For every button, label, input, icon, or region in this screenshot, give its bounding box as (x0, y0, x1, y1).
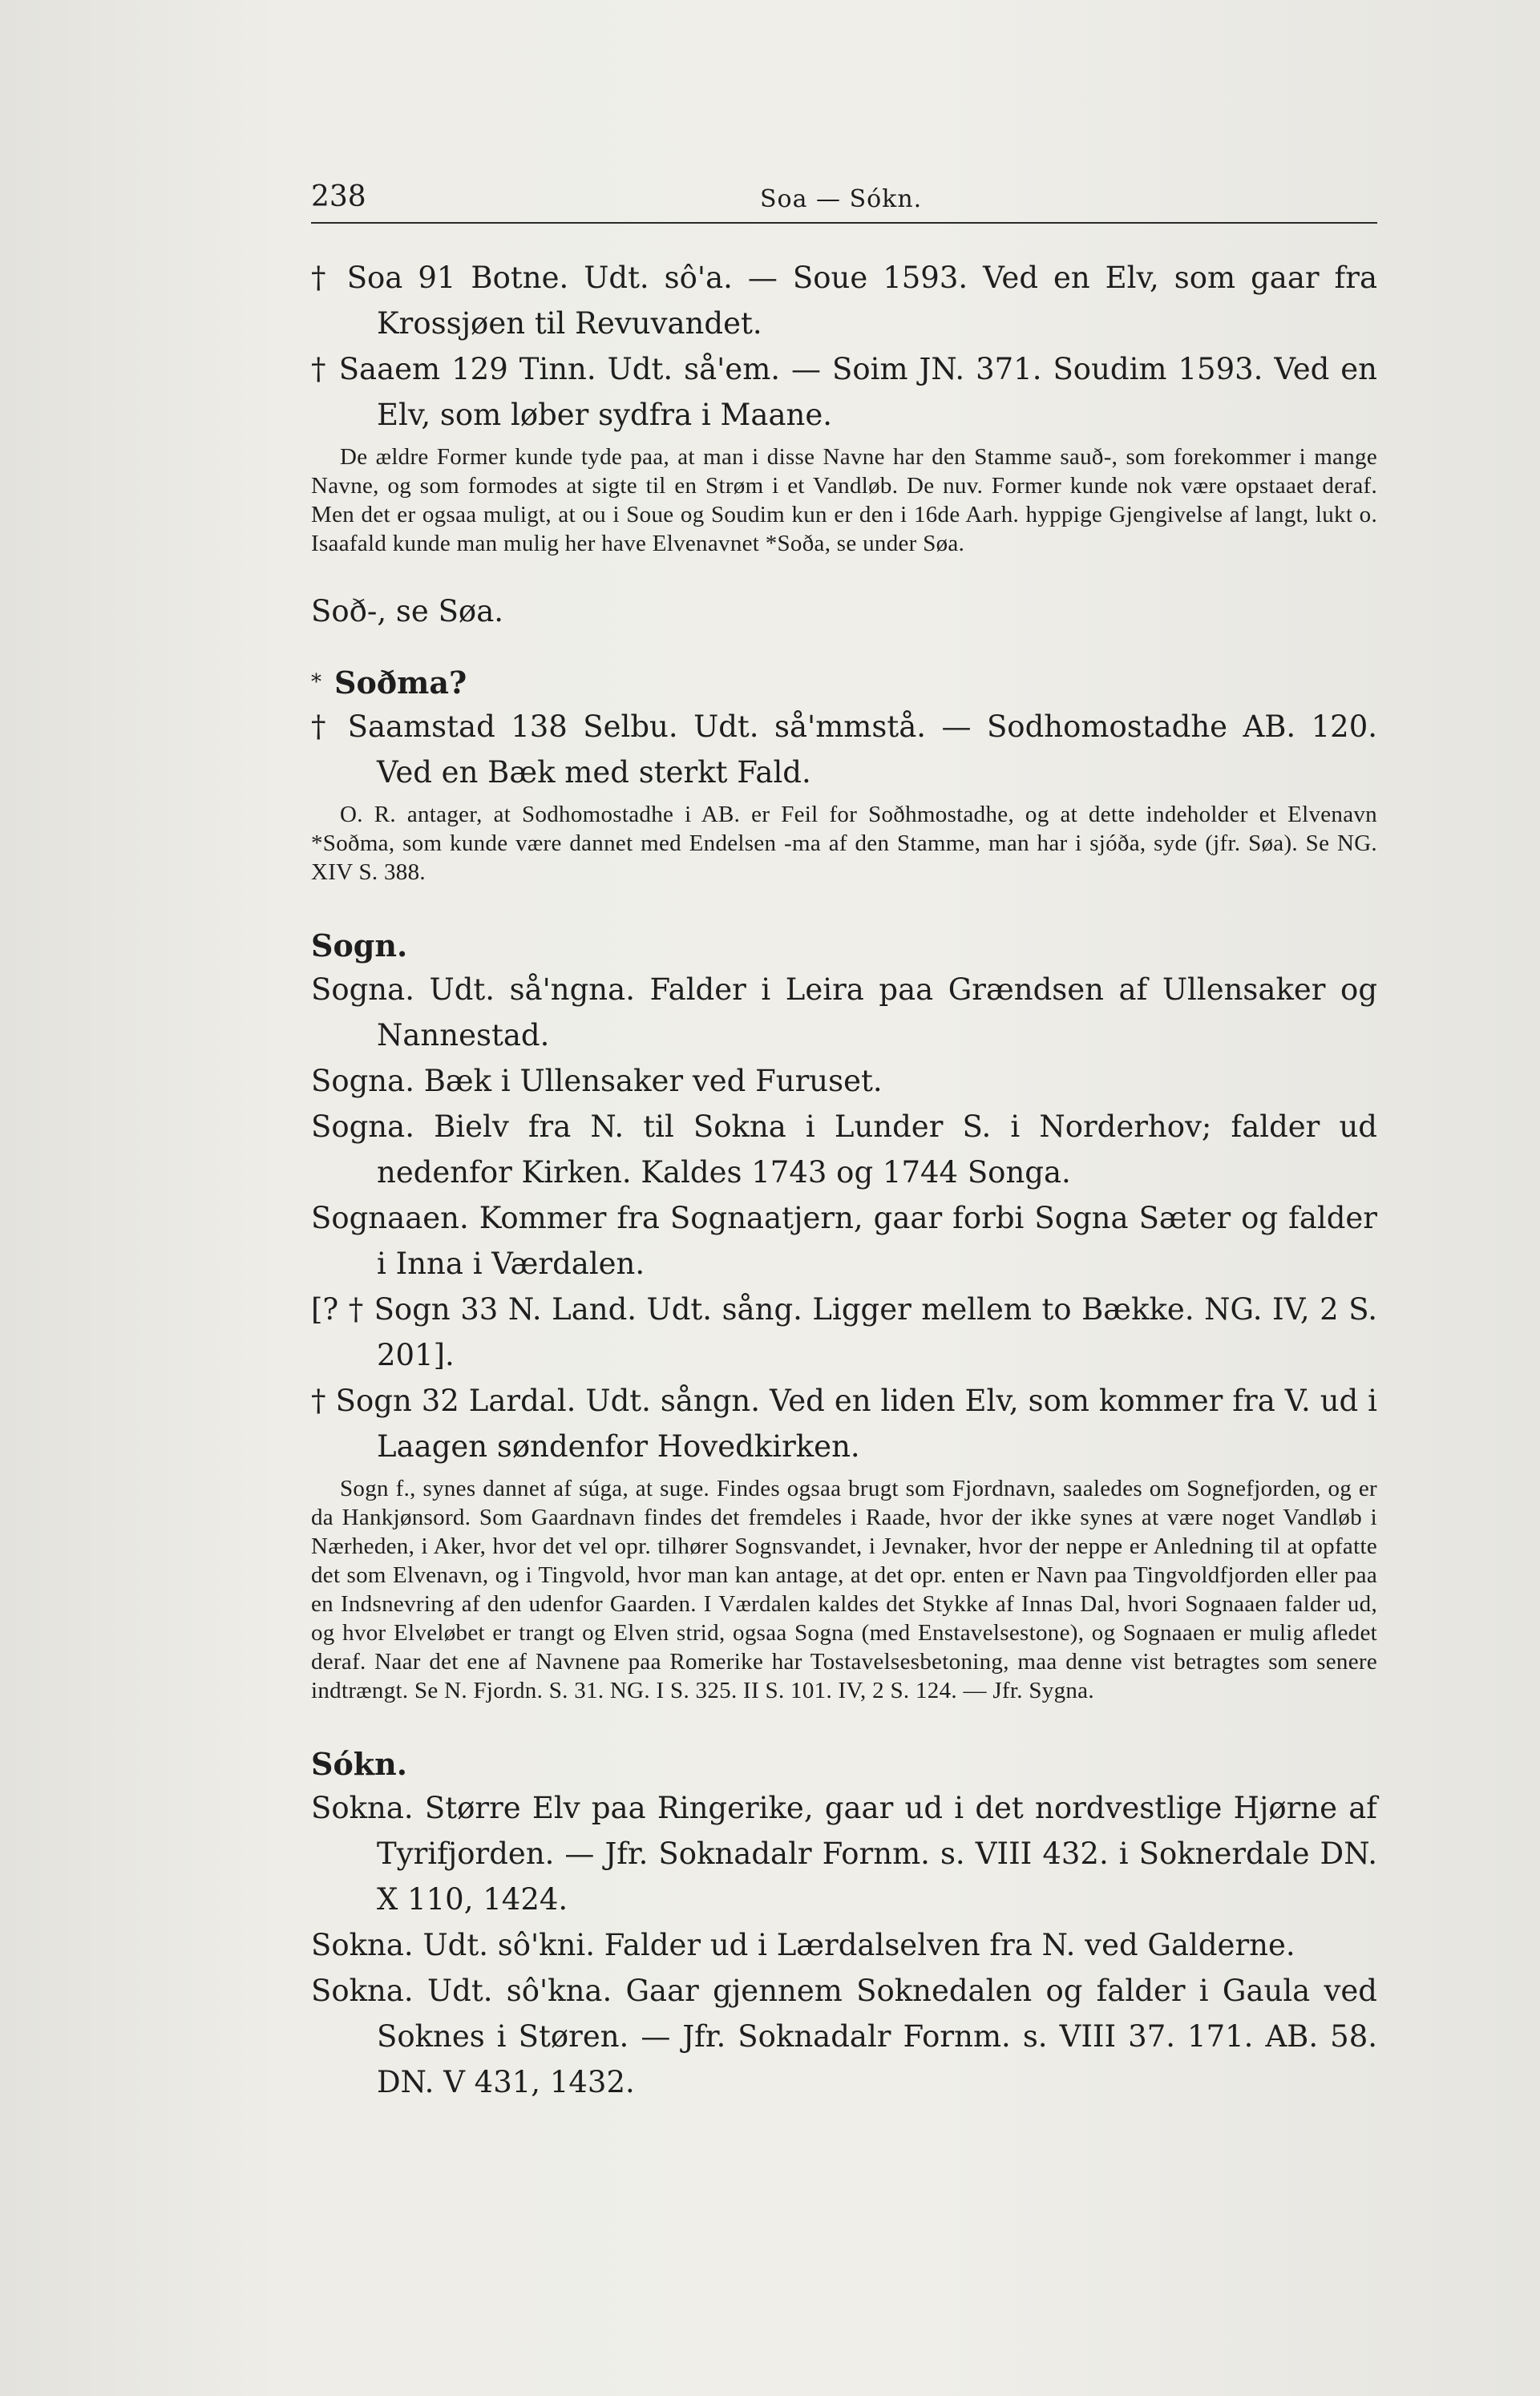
entry-soa-botne: † Soa 91 Botne. Udt. sô'a. — Soue 1593. Ved en Elv, som gaar fra Krossjøen til Revuvandet. (311, 261, 1377, 341)
note-saud: De ældre Former kunde tyde paa, at man i disse Navne har den Stamme sauð-, som forekommer i mange Navne, og som formodes at sigte til en Strøm i et Vandløb. De nuv. Former kunde nok være opstaaet deraf. Men det er ogsaa muligt, at ou i Soue og Soudim kun er den i 16de Aarh. hyppige Gjengivelse af langt, lukt o. Isaafald kunde man mulig her have Elvenavnet *Soða, se under Søa. (311, 444, 1377, 556)
entry-sogna-bielv: Sogna. Bielv fra N. til Sokna i Lunder S. i Norderhov; falder ud nedenfor Kirken. Kaldes 1743 og 1744 Songa. (311, 1109, 1377, 1190)
running-title: Soa — Sókn. (760, 185, 923, 213)
entry-sogna-leira: Sogna. Udt. så'ngna. Falder i Leira paa Grændsen af Ullensaker og Nannestad. (311, 972, 1377, 1053)
heading-sodma-text: Soðma? (334, 665, 467, 701)
page-header (311, 180, 1377, 224)
note-sogn: Sogn f., synes dannet af súga, at suge. Findes ogsaa brugt som Fjordnavn, saaledes om Sognefjorden, og er da Hankjønsord. Som Gaardnavn findes det fremdeles i Raade, hvor der ikke synes at være noget Vandløb i Nærheden, i Aker, hvor det vel opr. tilhører Sognsvandet, i Jevnaker, hvor der neppe er Anledning til at opfatte det som Elvenavn, og i Tingvold, hvor man kan antage, at det opr. enten er Navn paa Tingvoldfjorden eller paa en Indsnevring af den udenfor Gaarden. I Værdalen kaldes det Stykke af Innas Dal, hvori Sognaaen falder ud, og hvor Elveløbet er trangt og Elven strid, ogsaa Sogna (med Enstavelsestone), og Sognaaen er mulig afledet deraf. Naar det ene af Navnene paa Romerike har Tostavelsesbetoning, maa denne vist betragtes som senere indtrængt. Se N. Fjordn. S. 31. NG. I S. 325. II S. 101. IV, 2 S. 124. — Jfr. Sygna. (311, 1476, 1377, 1703)
heading-sokn: Sókn. (311, 1746, 407, 1782)
entry-sogna-ullensaker: Sogna. Bæk i Ullensaker ved Furuset. (311, 1064, 883, 1098)
entry-saamstad: † Saamstad 138 Selbu. Udt. så'mmstå. — Sodhomostadhe AB. 120. Ved en Bæk med sterkt Fald. (311, 709, 1377, 790)
entry-sokna-laerdal: Sokna. Udt. sô'kni. Falder ud i Lærdalselven fra N. ved Galderne. (311, 1928, 1295, 1962)
entry-sogn-land: [? † Sogn 33 N. Land. Udt. sång. Ligger mellem to Bække. NG. IV, 2 S. 201]. (311, 1292, 1377, 1372)
entry-sognaaen: Sognaaen. Kommer fra Sognaatjern, gaar forbi Sogna Sæter og falder i Inna i Værdalen. (311, 1201, 1377, 1281)
entry-saaem-tinn: † Saaem 129 Tinn. Udt. så'em. — Soim JN. 371. Soudim 1593. Ved en Elv, som løber sydfra i Maane. (311, 352, 1377, 432)
note-sodma: O. R. antager, at Sodhomostadhe i AB. er Feil for Soðhmostadhe, og at dette indeholder et Elvenavn *Soðma, som kunde være dannet med Endelsen -ma af den Stamme, man har i sjóða, syde (jfr. Søa). Se NG. XIV S. 388. (311, 802, 1377, 885)
crossref-sod: Soð-, se Søa. (311, 594, 504, 628)
entry-sokna-ringerike: Sokna. Større Elv paa Ringerike, gaar ud i det nordvestlige Hjørne af Tyrifjorden. — Jfr. Soknadalr Fornm. s. VIII 432. i Soknerdale DN. X 110, 1424. (311, 1791, 1377, 1917)
heading-sodma (311, 661, 1377, 704)
asterisk-mark: * (311, 670, 321, 694)
page-number: 238 (311, 180, 366, 213)
heading-sogn: Sogn. (311, 927, 408, 964)
page-body (311, 255, 1377, 2105)
entry-sokna-soknedalen: Sokna. Udt. sô'kna. Gaar gjennem Soknedalen og falder i Gaula ved Soknes i Støren. — Jfr. Soknadalr Fornm. s. VIII 37. 171. AB. 58. DN. V 431, 1432. (311, 1974, 1377, 2099)
entry-sogn-lardal: † Sogn 32 Lardal. Udt. sångn. Ved en liden Elv, som kommer fra V. ud i Laagen søndenfor Hovedkirken. (311, 1384, 1377, 1464)
